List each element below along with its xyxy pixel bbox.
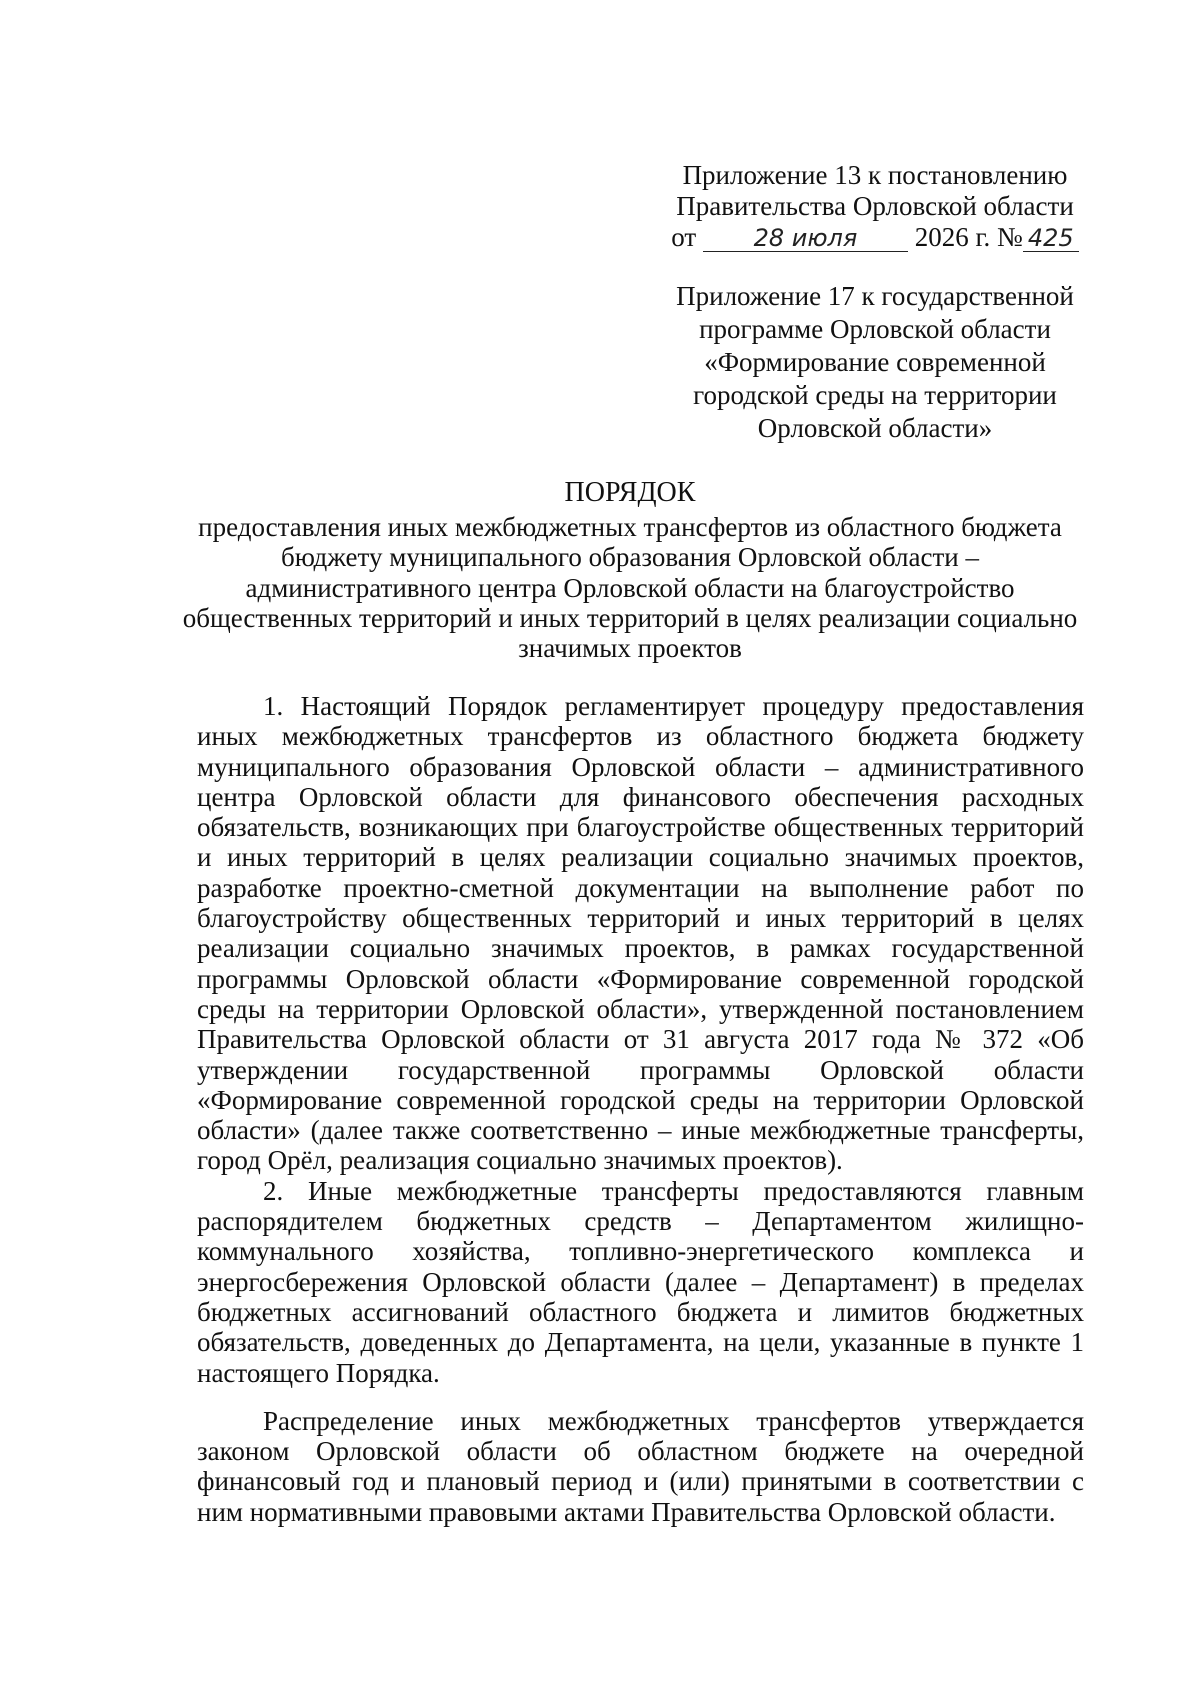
program-line: Приложение 17 к государственной [676,281,1074,311]
paragraph-2: 2. Иные межбюджетные трансферты предоставляются главным распорядителем бюджетных средств – Департаментом жилищно-коммунального хозяйства, топливно-энергетического комплекса и энергосбережения Орловской области (далее – Департамент) в пределах бюджетных ассигнований областного бюджета и лимитов бюджетных обязательств, доведенных до Департамента, на цели, указанные в пункте 1 настоящего Порядка. [197,1175,1084,1388]
program-appendix-block [660,280,1090,445]
document-body [197,691,1084,1527]
year-text: 2026 г. № [914,222,1023,252]
program-line: Орловской области» [757,413,993,443]
document-title: ПОРЯДОК [564,477,696,508]
handwritten-date: 28 июля [703,225,908,252]
handwritten-number: 425 [1023,225,1079,252]
paragraph-1: 1. Настоящий Порядок регламентирует процедуру предоставления иных межбюджетных трансфертов из областного бюджета бюджету муниципального образования Орловской области – административного центра Орловской области для финансового обеспечения расходных обязательств, возникающих при благоустройстве общественных территорий и иных территорий в целях реализации социально значимых проектов, разработке проектно-сметной документации на выполнение работ по благоустройству общественных территорий и иных территорий в целях реализации социально значимых проектов, в рамках государственной программы Орловской области «Формирование современной городской среды на территории Орловской области», утвержденной постановлением Правительства Орловской области от 31 августа 2017 года № 372 «Об утверждении государственной программы Орловской области «Формирование современной городской среды на территории Орловской области» (далее также соответственно – иные межбюджетные трансферты, город Орёл, реализация социально значимых проектов). [197,691,1084,1176]
program-line: городской среды на территории [693,380,1057,410]
appendix-date-line [660,222,1090,253]
resolution-appendix-block [660,160,1090,253]
appendix-line-2: Правительства Орловской области [676,191,1074,221]
paragraph-3: Распределение иных межбюджетных трансфертов утверждается законом Орловской области об областном бюджете на очередной финансовый год и плановый период и (или) принятыми в соответствии с ним нормативными правовыми актами Правительства Орловской области. [197,1405,1084,1527]
program-line: «Формирование современной [704,347,1046,377]
date-prefix: от [671,222,697,252]
document-subtitle: предоставления иных межбюджетных трансфертов из областного бюджета бюджету муниципального образования Орловской области – административного центра Орловской области на благоустройство общественных территорий и иных территорий в целях реализации социально значимых проектов [182,512,1078,664]
appendix-line-1: Приложение 13 к постановлению [682,160,1068,190]
program-line: программе Орловской области [699,314,1051,344]
